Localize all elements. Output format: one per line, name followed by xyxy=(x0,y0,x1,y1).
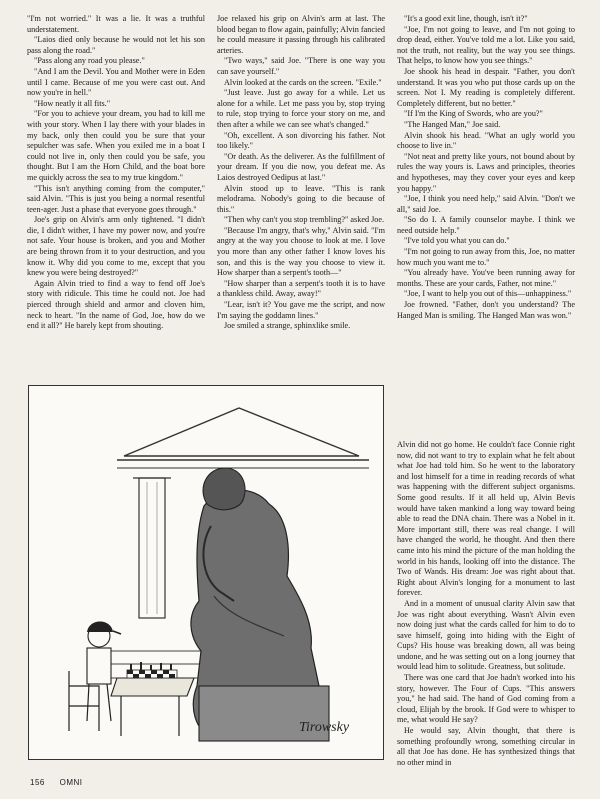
column-2 xyxy=(217,14,385,332)
paragraph: "It's a good exit line, though, isn't it?" xyxy=(404,14,528,23)
paragraph: "This isn't anything coming from the computer," said Alvin. "This is just you being a normal resentful teen-ager. Just a phase that everyone goes through." xyxy=(27,183,205,214)
paragraph: "Just leave. Just go away for a while. Let us alone for a while. Let me pass you by, stop trying to rule, stop trying to force your story on me, and then after a while we can see what's changed." xyxy=(217,88,385,129)
paragraph: "Joe, I think you need help," said Alvin. "Don't we all," said Joe. xyxy=(397,194,575,214)
paragraph: Alvin stood up to leave. "This is rank melodrama. Nobody's going to die because of this." xyxy=(217,183,385,214)
paragraph: "Pass along any road you please." xyxy=(34,56,145,66)
column-4 xyxy=(397,440,575,768)
thinker-statue xyxy=(191,468,329,741)
paragraph: Joe smiled a strange, sphinxlike smile. xyxy=(224,321,351,331)
statue-head xyxy=(203,468,245,510)
paragraph: And in a moment of unusual clarity Alvin saw that Joe was right about everything. Wasn't Alvin even now doing just what the cards called for him to do to save himself, going into hiding with the Eight of Cups? His house was breaking down, all was being undone, and he was setting out on a long journey that would lead him to solitude. Greatness, but solitude. xyxy=(397,598,575,672)
paragraph: "Oh, excellent. A son divorcing his father. Not too likely." xyxy=(217,130,385,151)
page-footer xyxy=(30,778,94,787)
column-1 xyxy=(27,14,205,332)
artist-signature: Tirowsky xyxy=(299,720,350,735)
chess-board xyxy=(127,670,177,678)
chess-pieces xyxy=(131,662,171,670)
table-legs xyxy=(121,696,179,736)
paragraph: Joe frowned. "Father, don't you understand? The Hanged Man is smiling. The Hanged Man was won." xyxy=(397,300,575,320)
column-3 xyxy=(397,14,575,321)
paragraph: There was one card that Joe hadn't worked into his story, however. The Four of Cups. "This answers you," he had said. The hand of God coming from a cloud, Elijah by the brook. If God were to whisper to me, what would He say? xyxy=(397,673,575,725)
page-number: 156 xyxy=(30,778,45,787)
paragraph: "Or death. As the deliverer. As the fulfillment of your dream. If you die now, you defeat me. As Laios destroyed Oedipus at last." xyxy=(217,151,385,182)
table-top xyxy=(111,678,194,696)
paragraph: "For you to achieve your dream, you had to kill me with your story. When I lay there with your blades in my back, only then could you be sure that your sepulcher was safe. When you exiled me in a boat I could not live in, only then could you be safe, you thought. But I am the Horn Child, and the boat bore me quickly across the sea to my true kingdom." xyxy=(27,109,205,182)
paragraph: "The Hanged Man," Joe said. xyxy=(404,119,501,129)
paragraph: "Lear, isn't it? You gave me the script, and now I'm saying the goddamn lines." xyxy=(217,300,385,320)
paragraph: "I'm not going to run away from this, Joe, no matter how much you want me to." xyxy=(397,247,575,267)
magazine-name: OMNI xyxy=(59,778,83,787)
paragraph: Joe shook his head in despair. "Father, you don't understand. It was you who put those cards up on the screen. Not I. My reading is completely different. Completely different, but no better." xyxy=(397,66,575,108)
paragraph: "I'm not worried." It was a lie. It was a truthful understatement. xyxy=(27,14,205,34)
paragraph: Alvin looked at the cards on the screen. "Exile." xyxy=(224,77,382,87)
paragraph: Alvin shook his head. "What an ugly world you choose to live in." xyxy=(397,130,575,151)
paragraph: Joe relaxed his grip on Alvin's arm at last. The blood began to flow again, painfully; Alvin fancied he could measure it passing through his calibrated arteries. xyxy=(217,14,385,55)
paragraph: "If I'm the King of Swords, who are you?" xyxy=(404,109,543,119)
paragraph: "And I am the Devil. You and Mother were in Eden until I came. Because of me you were cast out. And now you're in hell." xyxy=(27,66,205,98)
boy-cap-brim xyxy=(113,631,121,634)
paragraph: He would say, Alvin thought, that there is something profoundly wrong, something circular in all that Joe has done. He has synthesized things that no other mind in xyxy=(397,726,575,767)
boy-torso xyxy=(87,648,111,684)
paragraph: "Two ways," said Joe. "There is one way you can save yourself." xyxy=(217,56,385,76)
paragraph: Again Alvin tried to find a way to fend off Joe's story with ridicule. This time he could not. Joe had pierced through shield and armor and cloven him, neck to heart. "In the name of God, Joe, how do we end it all?" He barely kept from shouting. xyxy=(27,278,205,331)
paragraph: "You already have. You've been running away for months. These are your cards, Father, not mine." xyxy=(397,268,575,288)
boy-cap xyxy=(87,622,113,633)
paragraph: "Joe, I want to help you out of this—unhappiness." xyxy=(404,289,572,299)
paragraph: "So do I. A family counselor maybe. I think we need outside help." xyxy=(397,215,575,235)
chess-table xyxy=(111,662,194,736)
paragraph: "I've told you what you can do." xyxy=(404,236,510,246)
paragraph: "Joe, I'm not going to leave, and I'm not going to drop dead, either. You've told me a lot. Like you said, not the truth, not reality, but the way you see things. That helps, to know how you see things." xyxy=(397,24,575,66)
cartoon-drawing xyxy=(29,386,383,759)
cartoon-illustration xyxy=(28,385,384,760)
paragraph: "Because I'm angry, that's why," Alvin said. "I'm angry at the way you choose to look at me. I love you more than any other father I know loves his son, and this is the way you choose to view it. How sharper than a serpent's tooth—" xyxy=(217,225,385,278)
temple-column xyxy=(139,478,165,618)
paragraph: "Not neat and pretty like yours, not bound about by rules the way yours is. Laws and principles, theories and hypotheses, may they cover your eyes and keep you happy." xyxy=(397,151,575,193)
paragraph: "Then why can't you stop trembling?" asked Joe. xyxy=(224,215,385,225)
paragraph: Joe's grip on Alvin's arm only tightened. "I didn't die, I didn't wither, I have my power now, and you're not safe. Your house is broken, and you and Mother are being thrown from it to your destruction, and you know it. Why did you come to me, except that you knew you were being destroyed?" xyxy=(27,215,205,278)
paragraph: Alvin did not go home. He couldn't face Connie right now, did not want to try to explain what he felt about what Joe had told him. So he went to the laboratory and lost himself for a time in reading records of what was happening with the different subject organisms. Some good results. If it all held up, Alvin Bevis would have taken mankind a long way toward being able to read the DNA chain. There was a Nobel in it. More important still, there was real change. I will have changed the world, he thought. And then there came into his mind the picture of the man holding the world in his hands, looking off into the distance. The Two of Wands. His dream: Joe was right about that. Right about Alvin's longing for a monument to last forever. xyxy=(397,440,575,598)
temple-pediment xyxy=(124,408,359,456)
paragraph: "How neatly it all fits." xyxy=(34,98,111,108)
paragraph: "How sharper than a serpent's tooth it is to have a thankless child. Away, away!" xyxy=(217,278,385,299)
paragraph: "Laios died only because he would not let his son pass along the road." xyxy=(27,35,205,55)
